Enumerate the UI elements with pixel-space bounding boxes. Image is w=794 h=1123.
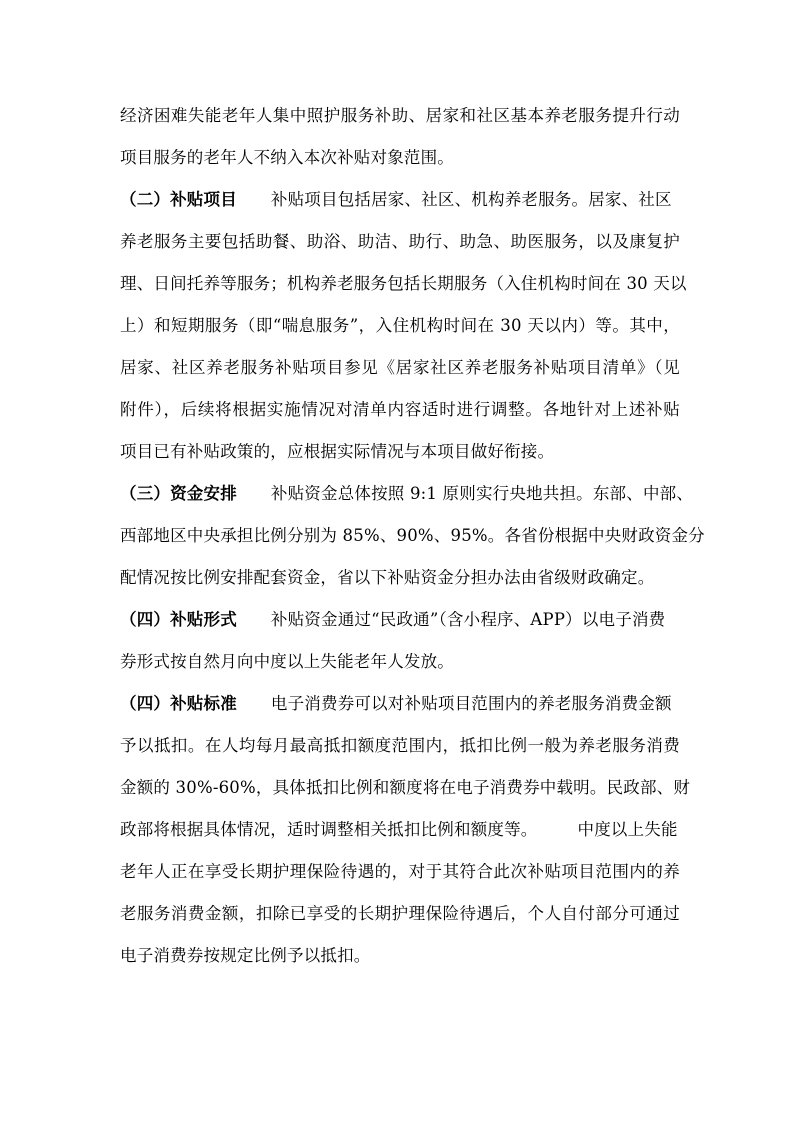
- section-heading-form: （四）补贴形式: [120, 610, 237, 629]
- section-form-line: [120, 610, 680, 630]
- body-text-span: 补贴项目包括居家、社区、机构养老服务。居家、社区: [270, 190, 672, 209]
- section-items-line: [120, 190, 680, 210]
- body-text-line: 项目服务的老年人不纳入本次补贴对象范围。: [120, 148, 454, 167]
- body-text-line: 金额的 30%-60%，具体抵扣比例和额度将在电子消费券中载明。民政部、财: [120, 778, 691, 797]
- body-text-span: 中度以上失能: [577, 820, 678, 839]
- section-funding-line: [120, 484, 694, 504]
- body-text-line: 附件），后续将根据实施情况对清单内容适时进行调整。各地针对上述补贴: [120, 400, 680, 419]
- body-text-line: 电子消费券按规定比例予以抵扣。: [120, 946, 371, 965]
- section-heading-funding: （三）资金安排: [120, 484, 237, 503]
- body-text-line: 予以抵扣。在人均每月最高抵扣额度范围内，抵扣比例一般为养老服务消费: [120, 736, 680, 755]
- body-text-line: 配情况按比例安排配套资金，省以下补贴资金分担办法由省级财政确定。: [120, 568, 655, 587]
- body-text-line: 居家、社区养老服务补贴项目参见《居家社区养老服务补贴项目清单》（见: [120, 358, 680, 377]
- body-text-line: 老服务消费金额，扣除已享受的长期护理保险待遇后，个人自付部分可通过: [120, 904, 680, 923]
- section-standard-line: [120, 694, 680, 714]
- body-text-line: [120, 820, 680, 840]
- section-heading-standard: （四）补贴标准: [120, 694, 237, 713]
- body-text-line: 养老服务主要包括助餐、助浴、助洁、助行、助急、助医服务，以及康复护: [120, 232, 680, 251]
- body-text-line: 老年人正在享受长期护理保险待遇的，对于其符合此次补贴项目范围内的养: [120, 862, 680, 881]
- body-text-line: 项目已有补贴政策的，应根据实际情况与本项目做好衔接。: [120, 442, 555, 461]
- body-text-line: 经济困难失能老年人集中照护服务补助、居家和社区基本养老服务提升行动: [120, 106, 680, 125]
- body-text-span: 电子消费券可以对补贴项目范围内的养老服务消费金额: [270, 694, 672, 713]
- body-text-line: 西部地区中央承担比例分别为 85%、90%、95%。各省份根据中央财政资金分: [120, 526, 705, 545]
- body-text-line: 理、日间托养等服务；机构养老服务包括长期服务（入住机构时间在 30 天以: [120, 274, 687, 293]
- body-text-span: 补贴资金总体按照 9:1 原则实行央地共担。东部、中部、: [270, 484, 694, 503]
- body-text-span: 政部将根据具体情况，适时调整相关抵扣比例和额度等。: [120, 820, 538, 839]
- section-heading-items: （二）补贴项目: [120, 190, 237, 209]
- body-text-line: 上）和短期服务（即“喘息服务”，入住机构时间在 30 天以内）等。其中，: [120, 316, 680, 335]
- body-text-span: 补贴资金通过“民政通”（含小程序、APP）以电子消费: [270, 610, 666, 629]
- body-text-line: 券形式按自然月向中度以上失能老年人发放。: [120, 652, 454, 671]
